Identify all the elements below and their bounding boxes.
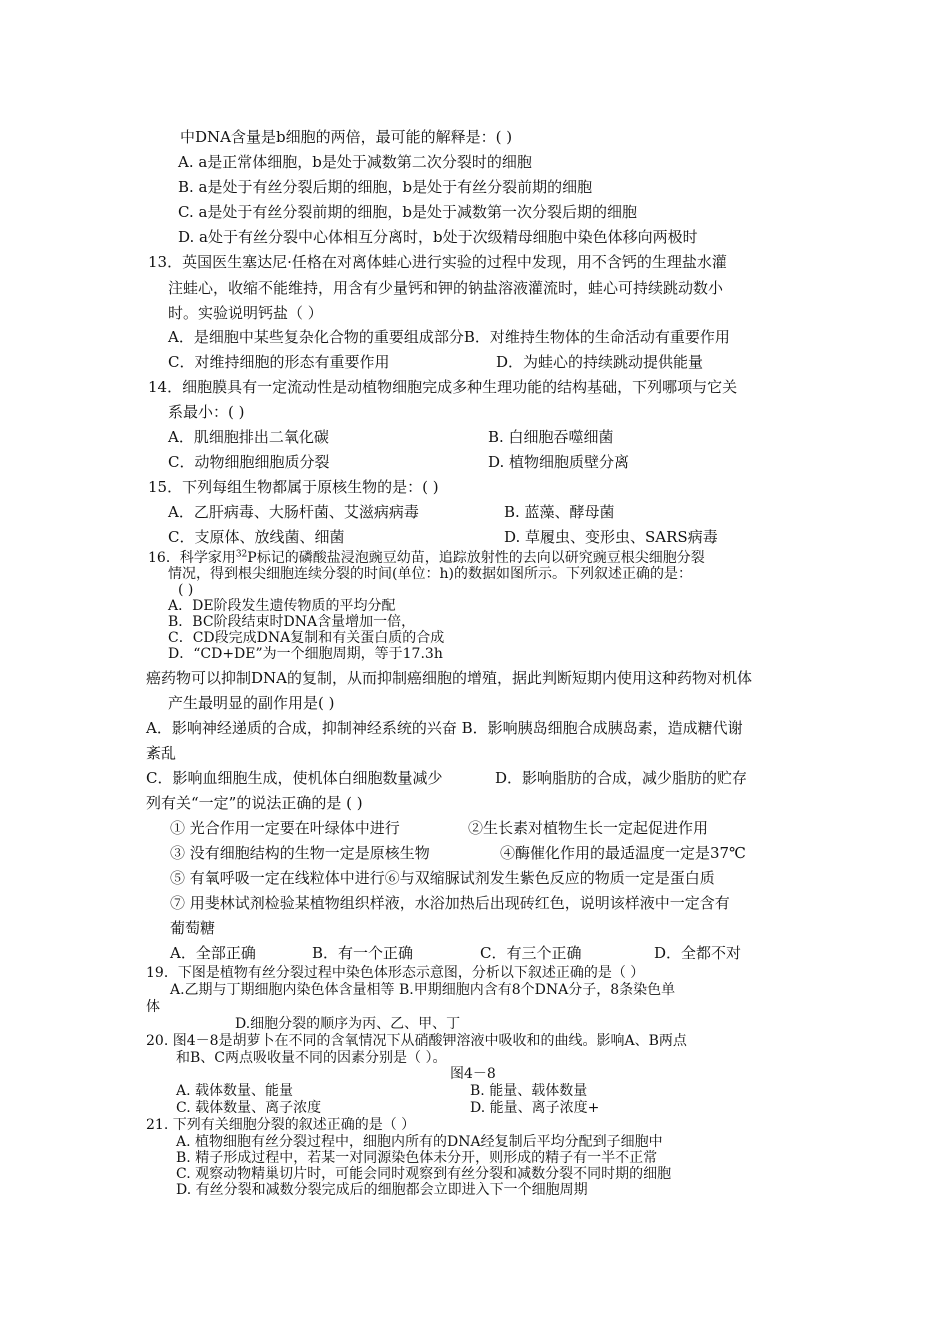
q20-option-a: A. 载体数量、能量 [176, 1083, 294, 1099]
q18-option-c: C．有三个正确 [480, 944, 582, 962]
q12-option-a: A. a是正常体细胞，b是处于减数第二次分裂时的细胞 [178, 153, 532, 171]
q13-option-d: D．为蛙心的持续跳动提供能量 [496, 353, 704, 371]
q12-option-d: D. a处于有丝分裂中心体相互分离时，b处于次级精母细胞中染色体移向两极时 [178, 228, 698, 246]
q16-option-a: A．DE阶段发生遗传物质的平均分配 [168, 598, 396, 614]
q12-stem-cont: 中DNA含量是b细胞的两倍，最可能的解释是：( ) [180, 128, 513, 146]
q18-stem: 列有关“一定”的说法正确的是 ( ) [146, 794, 363, 812]
q16-option-b: B．BC阶段结束时DNA含量增加一倍， [168, 614, 416, 630]
q20-stem-line2: 和B、C两点吸收量不同的因素分别是（ ）。 [176, 1050, 447, 1066]
q16-stem-part2: P标记的磷酸盐浸泡豌豆幼苗，追踪放射性的去向以研究豌豆根尖细胞分裂 [247, 550, 705, 566]
q13-option-c: C．对维持细胞的形态有重要作用 [168, 353, 390, 371]
q14-stem-line2: 系最小：( ) [168, 403, 245, 421]
q14-option-a: A．肌细胞排出二氧化碳 [168, 428, 329, 446]
q21-option-c: C. 观察动物精巢切片时，可能会同时观察到有丝分裂和减数分裂不同时期的细胞 [176, 1166, 672, 1182]
q18-item-2: ②生长素对植物生长一定起促进作用 [468, 819, 709, 837]
q15-option-b: B. 蓝藻、酵母菌 [504, 503, 615, 521]
q18-option-d: D．全都不对 [654, 944, 742, 962]
q20-stem: 20. 图4－8是胡萝卜在不同的含氧情况下从硝酸钾溶液中吸收和的曲线。影响A、B两点 [146, 1033, 687, 1049]
q16-stem [148, 550, 705, 567]
q19-option-ab: A.乙期与丁期细胞内染色体含量相等 B.甲期细胞内含有8个DNA分子，8条染色单 [170, 982, 676, 998]
q19-option-b-cont: 体 [146, 999, 160, 1015]
q18-item-7-cont: 葡萄糖 [170, 919, 216, 937]
q21-option-a: A. 植物细胞有丝分裂过程中，细胞内所有的DNA经复制后平均分配到子细胞中 [176, 1134, 663, 1150]
q14-option-c: C．动物细胞细胞质分裂 [168, 453, 330, 471]
q18-item-1: ① 光合作用一定要在叶绿体中进行 [170, 819, 400, 837]
q14-stem: 14．细胞膜具有一定流动性是动植物细胞完成多种生理功能的结构基础，下列哪项与它关 [148, 378, 738, 396]
q15-option-a: A．乙肝病毒、大肠杆菌、艾滋病病毒 [168, 503, 419, 521]
q18-item-5-6: ⑤ 有氧呼吸一定在线粒体中进行⑥与双缩脲试剂发生紫色反应的物质一定是蛋白质 [170, 869, 715, 887]
q20-option-b: B. 能量、载体数量 [470, 1083, 588, 1099]
q13-stem: 13．英国医生塞达尼·任格在对离体蛙心进行实验的过程中发现，用不含钙的生理盐水灌 [148, 253, 727, 271]
q17-stem: 癌药物可以抑制DNA的复制，从而抑制癌细胞的增殖，据此判断短期内使用这种药物对机体 [146, 669, 752, 687]
q13-stem-line2: 注蛙心，收缩不能维持，用含有少量钙和钾的钠盐溶液灌流时，蛙心可持续跳动数小 [168, 279, 724, 297]
q16-answer-blank: ( ) [178, 582, 194, 598]
q19-option-d: D.细胞分裂的顺序为丙、乙、甲、丁 [235, 1016, 461, 1032]
q21-option-d: D. 有丝分裂和减数分裂完成后的细胞都会立即进入下一个细胞周期 [176, 1182, 588, 1198]
q14-option-b: B. 白细胞吞噬细菌 [488, 428, 614, 446]
q16-option-c: C．CD段完成DNA复制和有关蛋白质的合成 [168, 630, 445, 646]
q16-option-d: D．“CD+DE”为一个细胞周期，等于17.3h [168, 646, 443, 662]
q13-stem-line3: 时。实验说明钙盐（ ） [168, 304, 323, 322]
q19-stem: 19．下图是植物有丝分裂过程中染色体形态示意图，分析以下叙述正确的是（ ） [146, 965, 645, 981]
q16-stem-line2: 情况，得到根尖细胞连续分裂的时间(单位：h)的数据如图所示。下列叙述正确的是： [168, 566, 692, 582]
q20-option-d: D. 能量、离子浓度+ [470, 1100, 600, 1116]
q17-option-c: C．影响血细胞生成，使机体白细胞数量减少 [146, 769, 443, 787]
q17-option-b-cont: 紊乱 [146, 744, 177, 762]
q21-stem: 21. 下列有关细胞分裂的叙述正确的是（ ） [146, 1117, 416, 1133]
q14-option-d: D. 植物细胞质壁分离 [488, 453, 630, 471]
q18-option-a: A．全部正确 [170, 944, 256, 962]
q18-option-b: B．有一个正确 [312, 944, 414, 962]
q16-stem-part1: 16．科学家用 [148, 550, 236, 566]
q17-stem-line2: 产生最明显的副作用是( ) [168, 694, 335, 712]
q18-item-7: ⑦ 用斐林试剂检验某植物组织样液，水浴加热后出现砖红色，说明该样液中一定含有 [170, 894, 730, 912]
q15-option-c: C．支原体、放线菌、细菌 [168, 528, 345, 546]
q18-item-3: ③ 没有细胞结构的生物一定是原核生物 [170, 844, 430, 862]
figure-caption: 图4－8 [450, 1066, 496, 1082]
q12-option-c: C. a是处于有丝分裂前期的细胞，b是处于减数第一次分裂后期的细胞 [178, 203, 638, 221]
q15-option-d: D. 草履虫、变形虫、SARS病毒 [504, 528, 718, 546]
q13-option-ab: A．是细胞中某些复杂化合物的重要组成部分B．对维持生物体的生命活动有重要作用 [168, 328, 730, 346]
isotope-superscript: 32 [235, 549, 248, 560]
q15-stem: 15．下列每组生物都属于原核生物的是：( ) [148, 478, 439, 496]
q17-option-d: D．影响脂肪的合成，减少脂肪的贮存 [495, 769, 748, 787]
q20-option-c: C. 载体数量、离子浓度 [176, 1100, 322, 1116]
q17-option-ab: A．影响神经递质的合成，抑制神经系统的兴奋 B．影响胰岛细胞合成胰岛素，造成糖代谢 [146, 719, 743, 737]
q18-item-4: ④酶催化作用的最适温度一定是37℃ [500, 844, 746, 862]
q12-option-b: B. a是处于有丝分裂后期的细胞，b是处于有丝分裂前期的细胞 [178, 178, 593, 196]
q21-option-b: B. 精子形成过程中，若某一对同源染色体未分开，则形成的精子有一半不正常 [176, 1150, 658, 1166]
